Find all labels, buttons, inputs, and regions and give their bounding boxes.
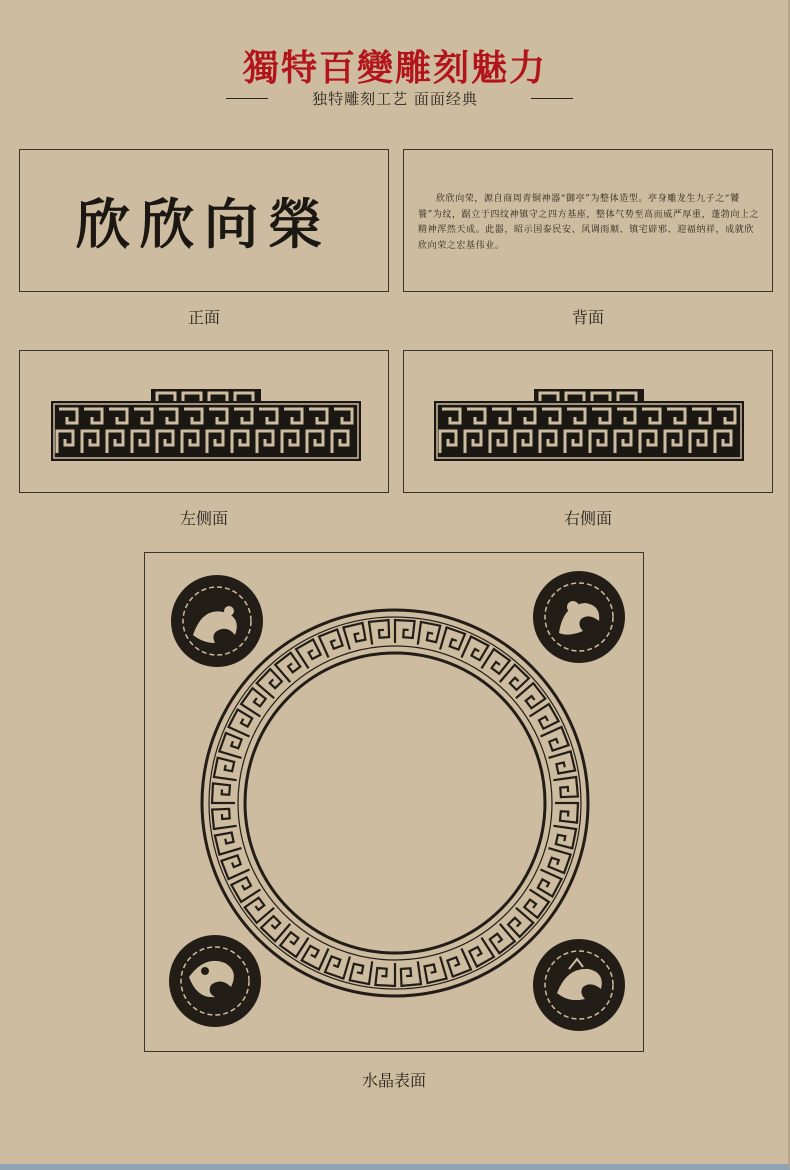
crystal-surface-caption: 水晶表面 [361, 1071, 426, 1090]
crystal-surface-panel [144, 552, 644, 1052]
corner-medallion-bottom-right [533, 939, 625, 1031]
corner-medallion-top-left [171, 575, 263, 667]
corner-medallion-bottom-left [169, 935, 261, 1027]
back-caption: 背面 [571, 308, 604, 327]
front-panel [19, 149, 389, 292]
front-caption: 正面 [187, 308, 220, 327]
front-inscription: 欣欣向榮 [76, 193, 332, 256]
back-description: 欣欣向荣，源自商周青铜神器“御亭”为整体造型。亭身雕龙生九子之“饕餮”为纹，踞立于四纹神镇守之四方基座，整体气势至高而威严厚重，蓬勃向上之精神浑然天成。此器，昭示国泰民安、风调雨顺、镇宅辟邪、迎福纳祥，成就欣欣向荣之宏基伟业。 [418, 194, 760, 251]
crystal-surface-artwork [145, 553, 643, 1051]
fret-pattern-right [434, 389, 744, 461]
greek-key-ring [202, 610, 588, 996]
page-title: 獨特百變雕刻魅力 [242, 47, 547, 89]
back-panel [403, 149, 773, 292]
left-side-caption: 左侧面 [179, 509, 228, 528]
page-subtitle: 独特雕刻工艺 面面经典 [312, 90, 478, 108]
fret-pattern-left [51, 389, 361, 461]
right-side-panel [403, 350, 773, 493]
right-side-caption: 右侧面 [563, 509, 612, 528]
corner-medallion-top-right [533, 571, 625, 663]
subtitle-right-rule [531, 98, 573, 99]
left-side-panel [19, 350, 389, 493]
